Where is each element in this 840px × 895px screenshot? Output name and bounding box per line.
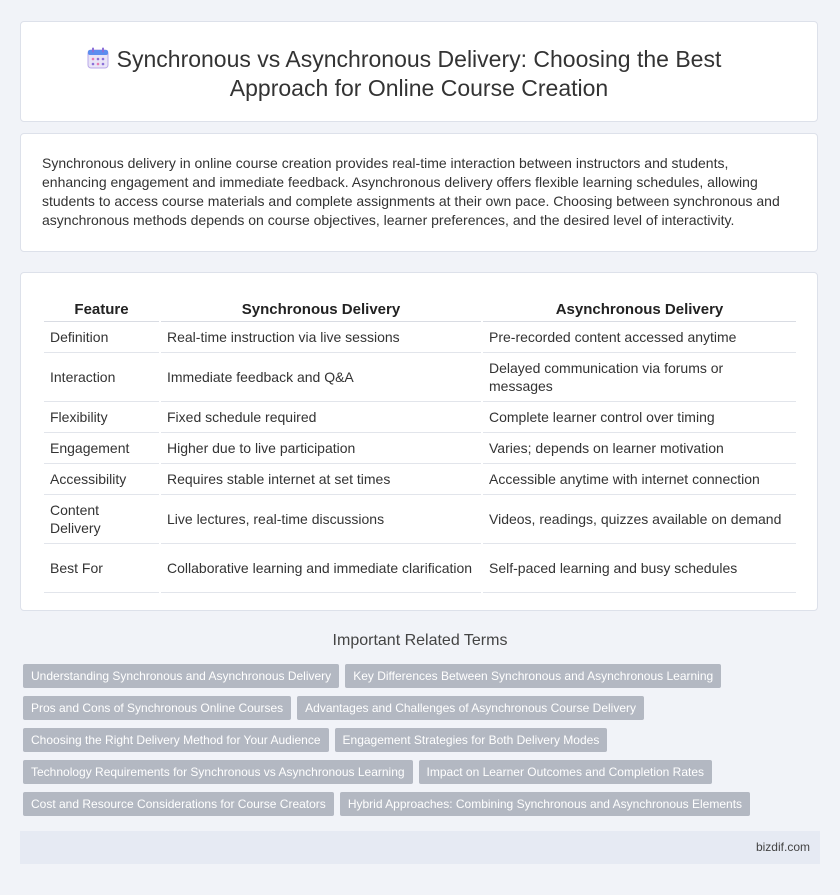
related-terms-title: Important Related Terms bbox=[332, 632, 508, 649]
related-term-tag[interactable]: Understanding Synchronous and Asynchronous Delivery bbox=[23, 664, 339, 688]
synchronous-cell: Immediate feedback and Q&A bbox=[161, 353, 481, 402]
feature-cell: Interaction bbox=[44, 353, 159, 402]
footer bbox=[20, 831, 820, 864]
synchronous-cell: Collaborative learning and immediate clarification bbox=[161, 544, 481, 593]
asynchronous-cell: Accessible anytime with internet connection bbox=[483, 464, 796, 495]
site-link[interactable]: bizdif.com bbox=[755, 840, 810, 854]
table-row bbox=[44, 322, 796, 353]
feature-cell: Engagement bbox=[44, 433, 159, 464]
tag-row bbox=[23, 728, 823, 760]
table-row bbox=[44, 433, 796, 464]
related-term-tag[interactable]: Engagement Strategies for Both Delivery Modes bbox=[335, 728, 608, 752]
comparison-card bbox=[20, 272, 818, 611]
header-synchronous: Synchronous Delivery bbox=[161, 295, 481, 322]
asynchronous-cell: Pre-recorded content accessed anytime bbox=[483, 322, 796, 353]
table-row bbox=[44, 544, 796, 593]
page-title-line-1: Synchronous vs Asynchronous Delivery: Choosing the Best bbox=[116, 46, 722, 72]
related-term-tag[interactable]: Technology Requirements for Synchronous vs Asynchronous Learning bbox=[23, 760, 413, 784]
asynchronous-cell: Videos, readings, quizzes available on demand bbox=[483, 495, 796, 544]
related-term-tag[interactable]: Key Differences Between Synchronous and Asynchronous Learning bbox=[345, 664, 721, 688]
synchronous-cell: Requires stable internet at set times bbox=[161, 464, 481, 495]
feature-cell: Definition bbox=[44, 322, 159, 353]
related-terms-list bbox=[23, 664, 823, 824]
tag-row bbox=[23, 664, 823, 696]
asynchronous-cell: Self-paced learning and busy schedules bbox=[483, 544, 796, 593]
table-row bbox=[44, 495, 796, 544]
tag-row bbox=[23, 792, 823, 824]
related-term-tag[interactable]: Advantages and Challenges of Asynchronous Course Delivery bbox=[297, 696, 644, 720]
asynchronous-cell: Delayed communication via forums or messages bbox=[483, 353, 796, 402]
header-feature: Feature bbox=[44, 295, 159, 322]
asynchronous-cell: Complete learner control over timing bbox=[483, 402, 796, 433]
intro-card bbox=[20, 133, 818, 252]
related-term-tag[interactable]: Choosing the Right Delivery Method for Your Audience bbox=[23, 728, 329, 752]
header-asynchronous: Asynchronous Delivery bbox=[483, 295, 796, 322]
table-row bbox=[44, 353, 796, 402]
table-header-row bbox=[44, 295, 796, 322]
title-card bbox=[20, 21, 818, 122]
feature-cell: Best For bbox=[44, 544, 159, 593]
intro-paragraph: Synchronous delivery in online course creation provides real-time interaction between instructors and students, enhancing engagement and immediate feedback. Asynchronous delivery offers flexible learning schedules, allowing students to access course materials and complete assignments at their own pace. Choosing between synchronous and asynchronous methods depends on course objectives, learner preferences, and the desired level of interactivity. bbox=[42, 155, 780, 228]
table-row bbox=[44, 464, 796, 495]
asynchronous-cell: Varies; depends on learner motivation bbox=[483, 433, 796, 464]
page-title-line-2: Approach for Online Course Creation bbox=[229, 75, 609, 101]
table-row bbox=[44, 402, 796, 433]
feature-cell: Content Delivery bbox=[44, 495, 159, 544]
synchronous-cell: Live lectures, real-time discussions bbox=[161, 495, 481, 544]
feature-cell: Flexibility bbox=[44, 402, 159, 433]
related-term-tag[interactable]: Pros and Cons of Synchronous Online Courses bbox=[23, 696, 291, 720]
synchronous-cell: Fixed schedule required bbox=[161, 402, 481, 433]
related-term-tag[interactable]: Impact on Learner Outcomes and Completion Rates bbox=[419, 760, 712, 784]
synchronous-cell: Real-time instruction via live sessions bbox=[161, 322, 481, 353]
synchronous-cell: Higher due to live participation bbox=[161, 433, 481, 464]
related-term-tag[interactable]: Cost and Resource Considerations for Course Creators bbox=[23, 792, 334, 816]
tag-row bbox=[23, 760, 823, 792]
feature-cell: Accessibility bbox=[44, 464, 159, 495]
comparison-table bbox=[42, 295, 798, 593]
page-title bbox=[21, 45, 817, 103]
tag-row bbox=[23, 696, 823, 728]
related-term-tag[interactable]: Hybrid Approaches: Combining Synchronous and Asynchronous Elements bbox=[340, 792, 750, 816]
